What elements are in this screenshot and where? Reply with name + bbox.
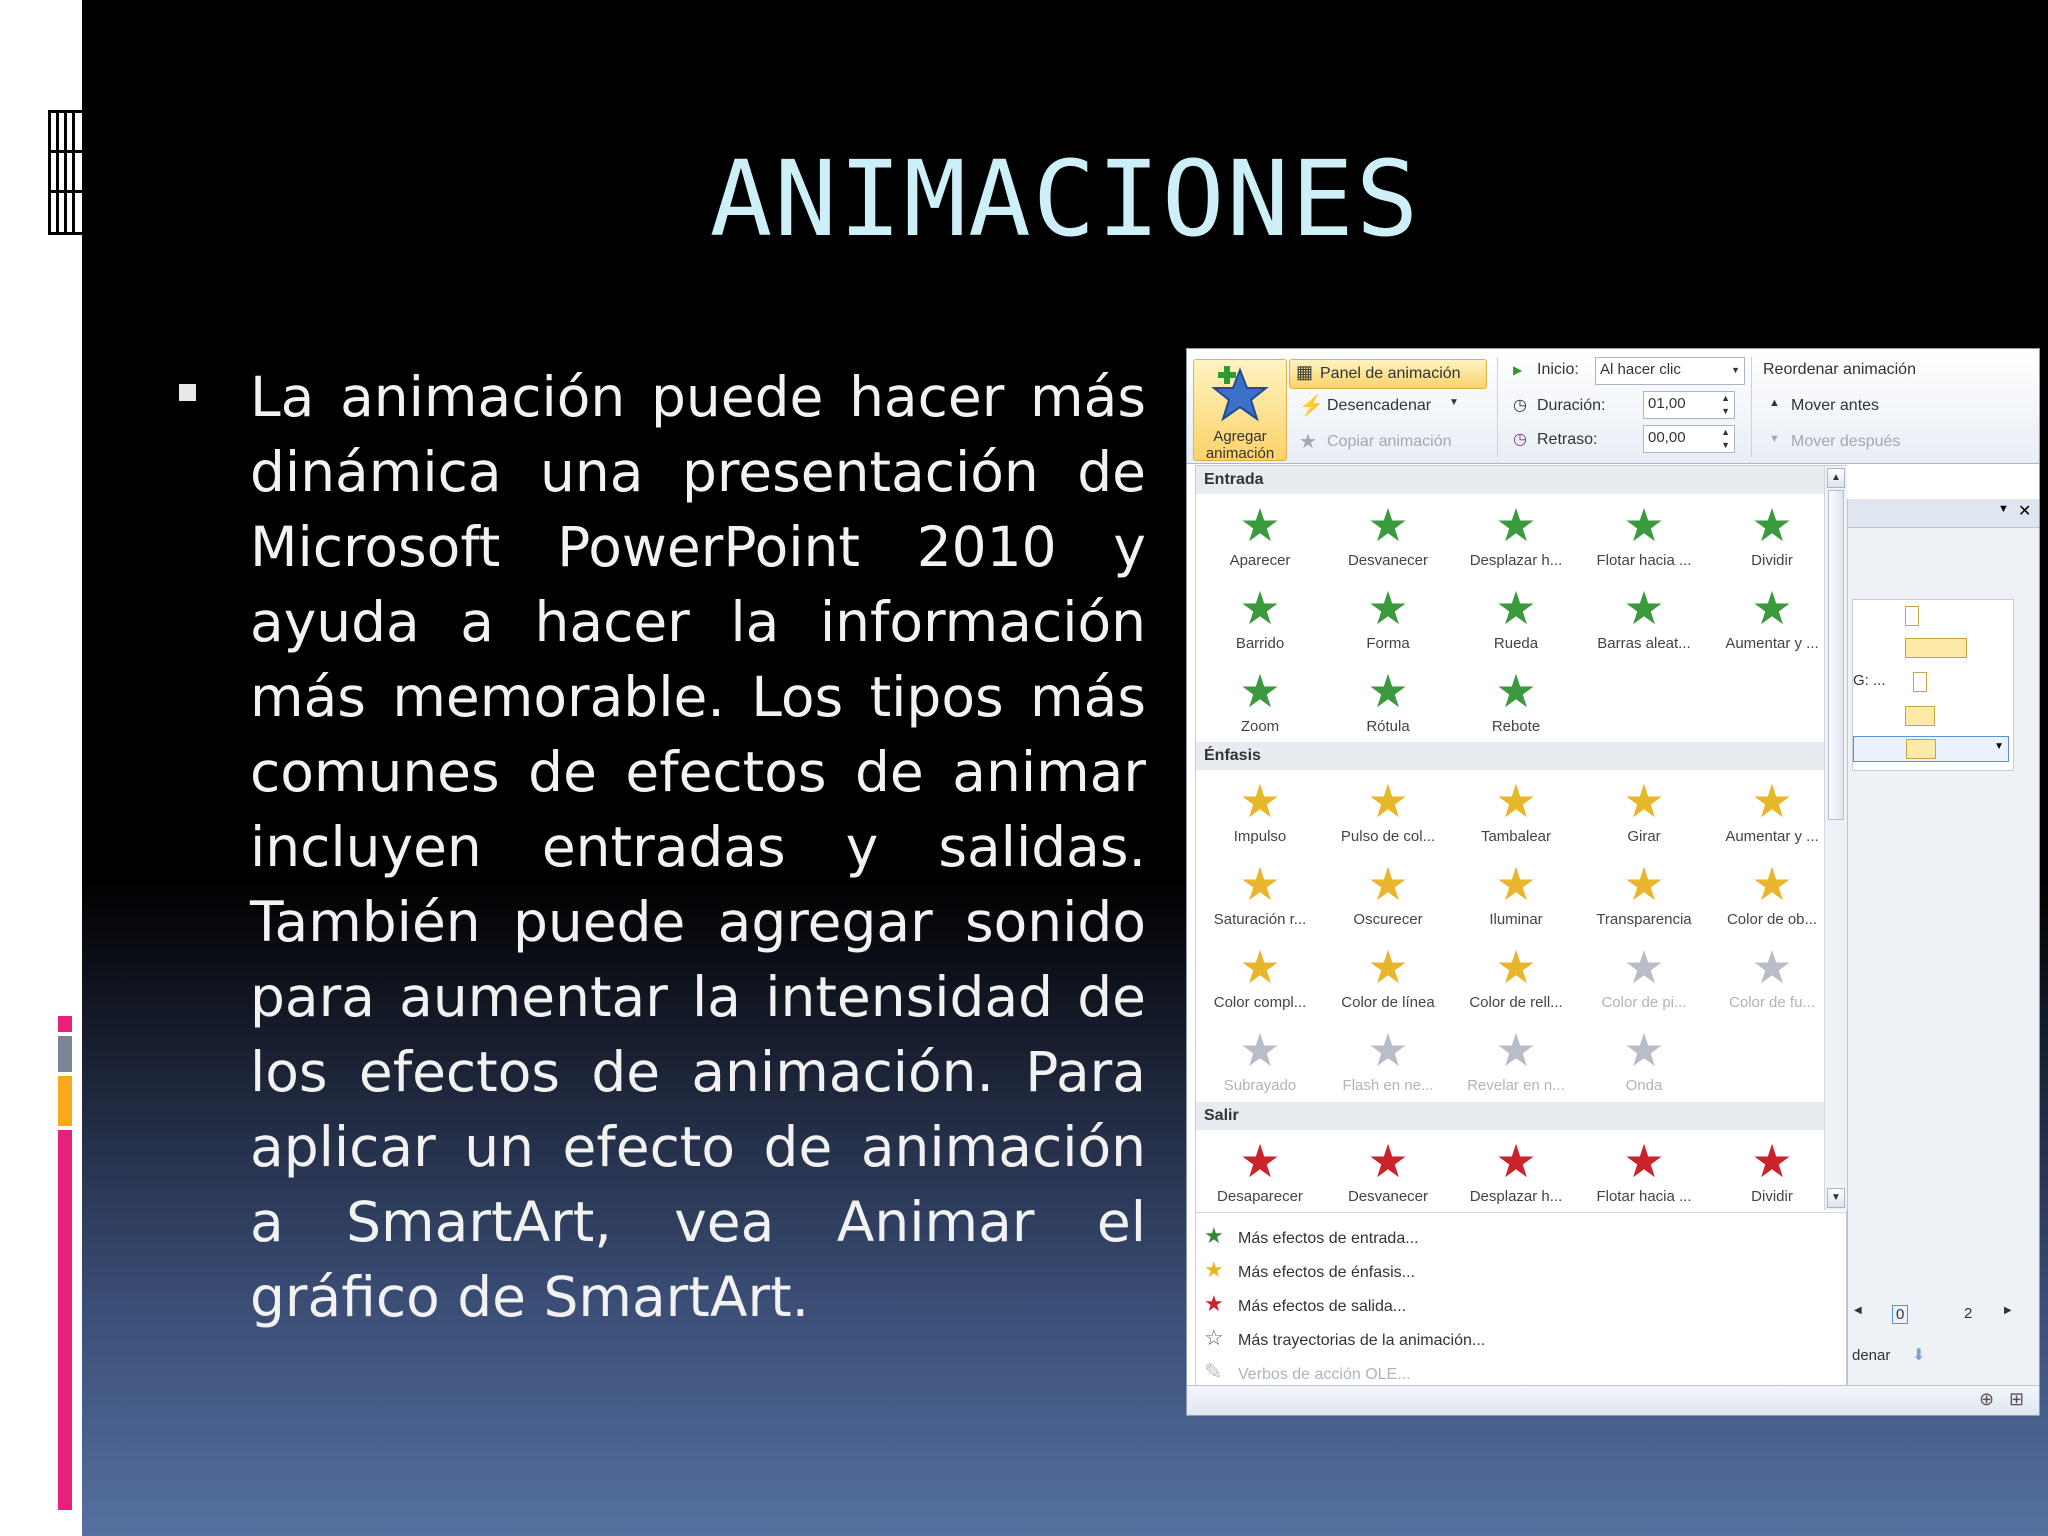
emphasis-effect-item[interactable] [1328, 1023, 1448, 1103]
exit-effect-star-icon: ★ [1367, 1135, 1409, 1187]
entrance-effect-label: Barras aleat... [1597, 635, 1691, 652]
copy-animation-icon: ★ [1299, 431, 1317, 453]
entrance-effect-star-icon: ★ [1623, 582, 1665, 634]
start-label: Inicio: [1537, 361, 1579, 378]
delay-input[interactable] [1643, 425, 1735, 453]
emphasis-effect-star-icon: ★ [1495, 941, 1537, 993]
decor-line [64, 110, 67, 235]
accent-bar-gray [58, 1036, 72, 1072]
duration-spinner-icon[interactable]: ▲ ▼ [1721, 393, 1730, 416]
entrance-effect-star-icon: ★ [1239, 665, 1281, 717]
gallery-scroll-up-button[interactable]: ▲ [1827, 468, 1845, 488]
motion-path-star-icon: ☆ [1204, 1325, 1224, 1350]
emphasis-effect-label: Girar [1627, 828, 1661, 845]
side-pane-selected-row[interactable] [1853, 736, 2009, 762]
ribbon-separator [1751, 357, 1752, 457]
entrance-effect-star-icon: ★ [1367, 582, 1409, 634]
more-entrance-effects-label: Más efectos de entrada... [1238, 1230, 1419, 1247]
emphasis-effect-item[interactable] [1200, 857, 1320, 937]
decor-line [48, 232, 82, 235]
side-pane-header [1848, 499, 2040, 528]
emphasis-effect-label: Iluminar [1489, 911, 1543, 928]
entrance-effect-star-icon: ★ [1495, 582, 1537, 634]
entrance-effect-star-icon: ★ [1495, 499, 1537, 551]
emphasis-effect-item[interactable] [1712, 857, 1832, 937]
powerpoint-animation-screenshot [1186, 348, 2040, 1416]
trigger-icon: ⚡ [1299, 395, 1324, 417]
entrance-section-header: Entrada [1196, 466, 1846, 494]
move-later-icon: ▼ [1769, 433, 1780, 445]
emphasis-effect-star-icon: ★ [1239, 941, 1281, 993]
duration-clock-icon: ◷ [1513, 397, 1527, 414]
timeline-marker [1905, 606, 1919, 626]
emphasis-effect-item[interactable] [1200, 1023, 1320, 1103]
emphasis-effect-label: Impulso [1233, 828, 1287, 845]
more-motion-paths-label: Más trayectorias de la animación... [1238, 1332, 1486, 1349]
decor-line [48, 110, 51, 235]
decor-line [56, 110, 59, 235]
emphasis-effect-label: Flash en ne... [1342, 1077, 1434, 1094]
exit-effect-item[interactable] [1456, 1134, 1576, 1214]
exit-effect-label: Desplazar h... [1469, 1188, 1563, 1205]
decor-line [48, 190, 82, 193]
timeline-start-value: 0 [1892, 1305, 1908, 1324]
exit-effect-label: Flotar hacia ... [1596, 1188, 1692, 1205]
fit-window-icon[interactable]: ⊞ [2009, 1389, 2025, 1409]
entrance-effect-label: Desplazar h... [1469, 552, 1563, 569]
emphasis-effect-label: Color de rell... [1469, 994, 1563, 1011]
exit-effect-label: Desaparecer [1217, 1188, 1303, 1205]
exit-effect-star-icon: ★ [1239, 1135, 1281, 1187]
emphasis-effect-label: Aumentar y ... [1725, 828, 1819, 845]
exit-effect-star-icon: ★ [1623, 1135, 1665, 1187]
entrance-star-icon: ★ [1204, 1223, 1224, 1248]
entrance-effect-label: Forma [1366, 635, 1410, 652]
duration-input[interactable] [1643, 391, 1735, 419]
side-pane-truncated-label: G: ... [1853, 672, 1886, 689]
side-pane-list [1852, 599, 2014, 771]
delay-value: 00,00 [1648, 429, 1686, 446]
start-select[interactable] [1595, 357, 1745, 385]
exit-effect-label: Dividir [1751, 1188, 1793, 1205]
exit-effect-item[interactable] [1712, 1134, 1832, 1214]
entrance-effect-item[interactable] [1200, 581, 1320, 661]
selected-row-dropdown-icon[interactable]: ▼ [1994, 741, 2004, 752]
emphasis-effect-item[interactable] [1712, 940, 1832, 1020]
emphasis-section-header: Énfasis [1196, 742, 1846, 770]
exit-effect-star-icon: ★ [1495, 1135, 1537, 1187]
trigger-button[interactable]: Desencadenar [1327, 397, 1432, 414]
entrance-effect-label: Dividir [1751, 552, 1793, 569]
entrance-effect-item[interactable] [1584, 498, 1704, 578]
emphasis-effect-star-icon: ★ [1623, 858, 1665, 910]
decor-line [48, 150, 82, 153]
entrance-effect-star-icon: ★ [1367, 665, 1409, 717]
move-later-button[interactable]: Mover después [1791, 433, 1901, 450]
start-dropdown-icon: ▼ [1731, 365, 1740, 375]
delay-clock-icon: ◷ [1513, 431, 1527, 448]
gallery-scroll-thumb[interactable] [1828, 490, 1844, 820]
entrance-effect-star-icon: ★ [1751, 582, 1793, 634]
exit-section-header: Salir [1196, 1102, 1846, 1130]
emphasis-effect-label: Tambalear [1480, 828, 1552, 845]
exit-effect-item[interactable] [1328, 1134, 1448, 1214]
emphasis-effect-label: Color de línea [1341, 994, 1435, 1011]
decor-line [72, 110, 75, 235]
exit-effect-label: Desvanecer [1347, 1188, 1429, 1205]
slide-body-text: La animación puede hacer más dinámica una presentación de Microsoft PowerPoint 2010 y ayuda a hacer la información más memorable. Los tipos más comunes de efectos de animar incluyen entradas y salidas. También puede agregar sonido para aumentar la intensidad de los efectos de animación. Para aplicar un efecto de animación a SmartArt, vea Animar el gráfico de SmartArt. [250, 365, 1146, 1329]
emphasis-effect-star-icon: ★ [1367, 1024, 1409, 1076]
emphasis-effect-label: Color de ob... [1726, 911, 1818, 928]
ole-action-verbs-label: Verbos de acción OLE... [1238, 1366, 1411, 1383]
entrance-effect-star-icon: ★ [1239, 499, 1281, 551]
accent-bar-orange [58, 1076, 72, 1126]
entrance-effect-star-icon: ★ [1367, 499, 1409, 551]
emphasis-effect-star-icon: ★ [1495, 858, 1537, 910]
more-emphasis-effects-label: Más efectos de énfasis... [1238, 1264, 1415, 1281]
accent-bar-pink-tall [58, 1130, 72, 1510]
add-animation-button[interactable] [1193, 359, 1287, 461]
entrance-effect-star-icon: ★ [1239, 582, 1281, 634]
move-earlier-icon: ▲ [1769, 397, 1780, 409]
entrance-effect-star-icon: ★ [1623, 499, 1665, 551]
emphasis-effect-item[interactable] [1200, 774, 1320, 854]
zoom-in-icon[interactable]: ⊕ [1979, 1389, 1995, 1409]
entrance-effect-item[interactable] [1456, 581, 1576, 661]
emphasis-effect-label: Onda [1625, 1077, 1663, 1094]
entrance-effect-item[interactable] [1712, 581, 1832, 661]
emphasis-effect-label: Saturación r... [1213, 911, 1307, 928]
more-entrance-effects-item[interactable] [1204, 1223, 1419, 1249]
emphasis-effect-item[interactable] [1584, 857, 1704, 937]
entrance-effect-item[interactable] [1200, 664, 1320, 744]
animation-pane-label: Panel de animación [1320, 365, 1461, 382]
emphasis-effect-label: Revelar en n... [1467, 1077, 1565, 1094]
emphasis-effect-item[interactable] [1584, 1023, 1704, 1103]
more-emphasis-effects-item[interactable] [1204, 1257, 1415, 1283]
gallery-scroll-down-button[interactable]: ▼ [1827, 1188, 1845, 1208]
entrance-effect-item[interactable] [1456, 498, 1576, 578]
emphasis-star-icon: ★ [1204, 1257, 1224, 1282]
emphasis-effect-item[interactable] [1456, 1023, 1576, 1103]
exit-star-icon: ★ [1204, 1291, 1224, 1316]
animation-pane-icon: ▦ [1296, 362, 1314, 382]
emphasis-effect-label: Oscurecer [1353, 911, 1423, 928]
decor-line [48, 110, 82, 113]
timeline-scroll-right-icon[interactable]: ▶ [2004, 1305, 2012, 1316]
duration-value: 01,00 [1648, 395, 1686, 412]
animation-gallery [1195, 465, 1847, 1415]
emphasis-effect-label: Color de fu... [1729, 994, 1815, 1011]
exit-effect-star-icon: ★ [1751, 1135, 1793, 1187]
side-pane-close-icon[interactable]: ✕ [2018, 503, 2032, 520]
entrance-effect-item[interactable] [1712, 498, 1832, 578]
emphasis-effect-star-icon: ★ [1239, 775, 1281, 827]
exit-effect-item[interactable] [1584, 1134, 1704, 1214]
accent-bar-pink [58, 1016, 72, 1032]
more-motion-paths-item[interactable] [1204, 1325, 1485, 1351]
emphasis-effect-item[interactable] [1712, 774, 1832, 854]
entrance-effect-star-icon: ★ [1751, 499, 1793, 551]
entrance-effect-item[interactable] [1328, 664, 1448, 744]
emphasis-effect-star-icon: ★ [1367, 941, 1409, 993]
timeline-scale [1854, 1305, 2034, 1331]
emphasis-effect-label: Color compl... [1213, 994, 1307, 1011]
entrance-effect-label: Rebote [1491, 718, 1541, 735]
add-animation-label: Agregar animación [1205, 428, 1275, 462]
timeline-bar [1905, 638, 1967, 658]
emphasis-effect-item[interactable] [1200, 940, 1320, 1020]
emphasis-effect-item[interactable] [1328, 774, 1448, 854]
emphasis-effect-star-icon: ★ [1239, 858, 1281, 910]
timeline-bar [1906, 739, 1936, 759]
emphasis-effect-star-icon: ★ [1751, 858, 1793, 910]
emphasis-effect-star-icon: ★ [1751, 775, 1793, 827]
reorder-label: Reordenar animación [1763, 361, 1916, 378]
timeline-end-value: 2 [1964, 1305, 1973, 1322]
emphasis-effect-star-icon: ★ [1239, 1024, 1281, 1076]
emphasis-effect-star-icon: ★ [1495, 1024, 1537, 1076]
emphasis-effect-item[interactable] [1456, 940, 1576, 1020]
trigger-dropdown-icon[interactable]: ▼ [1449, 397, 1459, 408]
emphasis-effect-item[interactable] [1456, 774, 1576, 854]
emphasis-effect-star-icon: ★ [1367, 858, 1409, 910]
entrance-effect-label: Rueda [1493, 635, 1539, 652]
ole-action-verbs-item[interactable] [1204, 1359, 1411, 1385]
emphasis-effect-item[interactable] [1456, 857, 1576, 937]
start-play-icon: ▶ [1513, 363, 1523, 377]
delay-spinner-icon[interactable]: ▲ ▼ [1721, 427, 1730, 450]
side-pane-dropdown-icon[interactable]: ▼ [1998, 503, 2009, 515]
side-pane-reorder-label: denar [1852, 1347, 1891, 1364]
entrance-effect-item[interactable] [1584, 581, 1704, 661]
move-earlier-button[interactable]: Mover antes [1791, 397, 1880, 414]
entrance-effect-item[interactable] [1328, 581, 1448, 661]
emphasis-effect-star-icon: ★ [1623, 941, 1665, 993]
status-bar [1187, 1385, 2039, 1416]
emphasis-effect-star-icon: ★ [1495, 775, 1537, 827]
emphasis-effect-star-icon: ★ [1623, 1024, 1665, 1076]
timeline-scroll-left-icon[interactable]: ◀ [1854, 1305, 1862, 1316]
timeline-marker [1913, 672, 1927, 692]
slide-side-decoration [0, 0, 82, 1536]
emphasis-effect-item[interactable] [1584, 940, 1704, 1020]
bullet-marker [179, 384, 196, 401]
more-exit-effects-label: Más efectos de salida... [1238, 1298, 1407, 1315]
emphasis-effect-star-icon: ★ [1367, 775, 1409, 827]
slide [82, 0, 2048, 1536]
emphasis-effect-star-icon: ★ [1751, 941, 1793, 993]
entrance-effect-item[interactable] [1456, 664, 1576, 744]
animations-ribbon [1187, 349, 2039, 464]
entrance-effect-label: Zoom [1240, 718, 1280, 735]
emphasis-effect-star-icon: ★ [1623, 775, 1665, 827]
entrance-effect-star-icon: ★ [1495, 665, 1537, 717]
slide-title: ANIMACIONES [709, 138, 1421, 260]
emphasis-effect-label: Subrayado [1223, 1077, 1297, 1094]
add-animation-star-icon [1210, 364, 1270, 424]
animation-pane-button[interactable] [1289, 359, 1487, 389]
reorder-down-icon[interactable]: ⬇ [1912, 1347, 1926, 1364]
more-exit-effects-item[interactable] [1204, 1291, 1406, 1317]
entrance-effect-label: Barrido [1235, 635, 1285, 652]
emphasis-effect-label: Transparencia [1596, 911, 1692, 928]
animation-side-pane [1847, 499, 2040, 1415]
delay-label: Retraso: [1537, 431, 1598, 448]
copy-animation-button[interactable]: Copiar animación [1327, 433, 1452, 450]
entrance-effect-label: Desvanecer [1347, 552, 1429, 569]
gallery-scrollbar[interactable] [1824, 466, 1847, 1210]
ribbon-separator [1497, 357, 1498, 457]
timeline-bar [1905, 706, 1935, 726]
emphasis-effect-label: Pulso de col... [1340, 828, 1436, 845]
entrance-effect-label: Rótula [1366, 718, 1410, 735]
emphasis-effect-item[interactable] [1584, 774, 1704, 854]
entrance-effect-label: Flotar hacia ... [1596, 552, 1692, 569]
start-select-value: Al hacer clic [1600, 361, 1681, 378]
entrance-effect-label: Aparecer [1229, 552, 1291, 569]
duration-label: Duración: [1537, 397, 1606, 414]
ole-verbs-icon: ✎ [1204, 1359, 1223, 1384]
exit-effect-item[interactable] [1200, 1134, 1320, 1214]
emphasis-effect-label: Color de pi... [1601, 994, 1687, 1011]
entrance-effect-item[interactable] [1200, 498, 1320, 578]
entrance-effect-label: Aumentar y ... [1725, 635, 1819, 652]
emphasis-effect-item[interactable] [1328, 857, 1448, 937]
emphasis-effect-item[interactable] [1328, 940, 1448, 1020]
entrance-effect-item[interactable] [1328, 498, 1448, 578]
